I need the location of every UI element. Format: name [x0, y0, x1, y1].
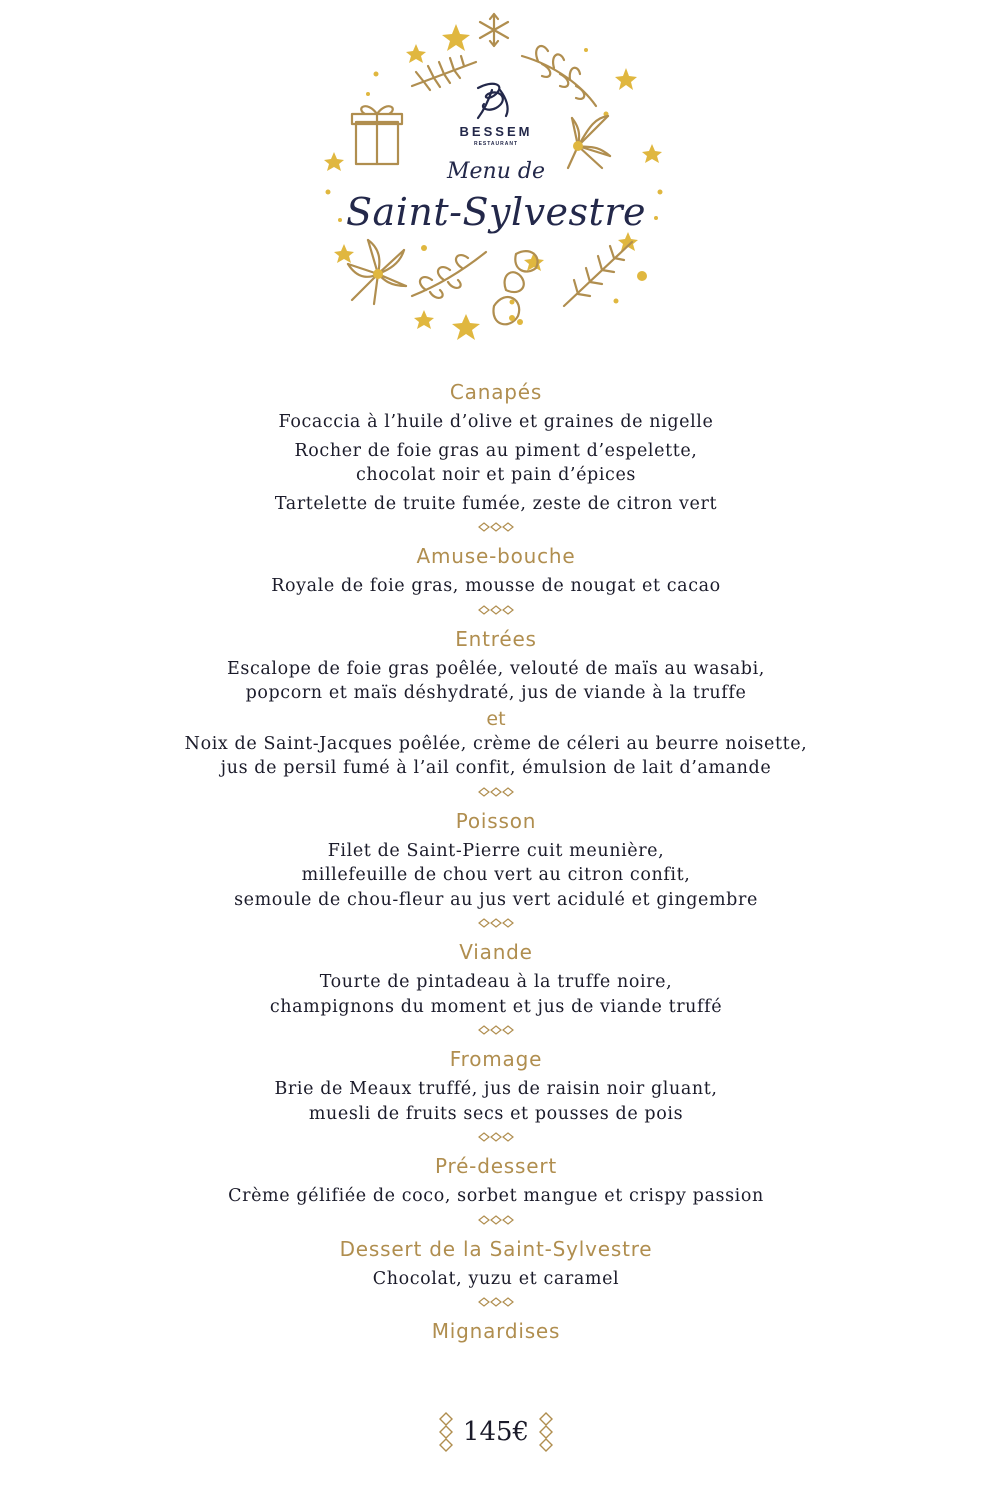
menu-title-line2: Saint-Sylvestre: [346, 190, 646, 234]
section-title: Amuse-bouche: [416, 544, 576, 568]
diamond-divider-icon: [0, 599, 992, 621]
monogram-icon: [466, 78, 526, 122]
dish-text: Chocolat, yuzu et caramel: [372, 1268, 620, 1289]
section-title: Mignardises: [431, 1319, 561, 1343]
section-title: Poisson: [455, 808, 537, 833]
dish-text: Rocher de foie gras au piment d’espelette, chocolat noir et pain d’épices: [294, 440, 698, 485]
diamond-divider-icon: [0, 781, 992, 803]
diamond-divider-icon: [0, 516, 992, 538]
diamond-divider-icon: [0, 1019, 992, 1041]
menu-title-line1: Menu de: [447, 159, 545, 184]
section-title: Dessert de la Saint-Sylvestre: [339, 1236, 653, 1261]
dish-text: Noix de Saint-Jacques poêlée, crème de céleri au beurre noisette, jus de persil fumé à l’ail confit, émulsion de lait d’amande: [184, 733, 808, 778]
section-title: Viande: [459, 940, 533, 964]
diamond-divider-icon: [0, 912, 992, 934]
dish-text: Royale de foie gras, mousse de nougat et cacao: [271, 576, 721, 596]
diamond-ornament-icon: [439, 1412, 453, 1452]
brand-name: BESSEM: [459, 124, 533, 139]
menu-list: [0, 378, 992, 1349]
diamond-divider-icon: [0, 1291, 992, 1313]
dish-text: Escalope de foie gras poêlée, velouté de maïs au wasabi, popcorn et maïs déshydraté, jus de viande à la truffe: [227, 658, 765, 703]
diamond-divider-icon: [0, 1126, 992, 1148]
brand-subtitle: RESTAURANT: [473, 141, 519, 147]
conjunction-text: et: [486, 707, 506, 730]
diamond-divider-icon: [0, 1209, 992, 1231]
dish-text: Crème gélifiée de coco, sorbet mangue et crispy passion: [228, 1186, 764, 1206]
dish-text: Focaccia à l’huile d’olive et graines de nigelle: [278, 412, 714, 432]
dish-text: Brie de Meaux truffé, jus de raisin noir gluant, muesli de fruits secs et pousses de pois: [274, 1079, 718, 1124]
section-title: Fromage: [449, 1047, 543, 1071]
diamond-ornament-icon: [539, 1412, 553, 1452]
section-title: Entrées: [455, 626, 537, 651]
dish-text: Filet de Saint-Pierre cuit meunière, millefeuille de chou vert au citron confit, semoule de chou-fleur au jus vert acidulé et gingembre: [234, 840, 758, 910]
section-title: Canapés: [449, 380, 543, 404]
price: 145€: [462, 1417, 530, 1447]
dish-text: Tartelette de truite fumée, zeste de citron vert: [274, 493, 718, 514]
section-title: Pré-dessert: [434, 1154, 558, 1178]
dish-text: Tourte de pintadeau à la truffe noire, champignons du moment et jus de viande truffé: [269, 972, 723, 1017]
price-row: [0, 1412, 992, 1452]
